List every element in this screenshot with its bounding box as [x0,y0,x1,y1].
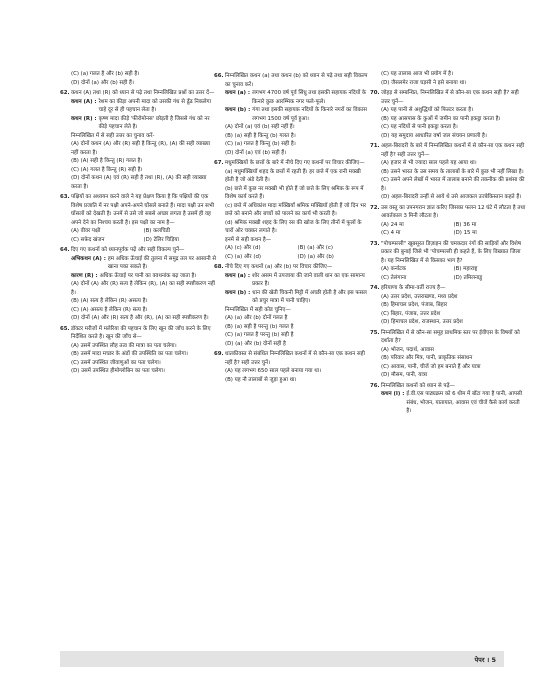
statement [60,115,216,132]
statement [60,272,216,281]
answer-option: (D) (a) और (b) [297,253,334,260]
question [370,240,526,266]
answer-option: (D) तमिलनाडु [453,274,483,281]
answer-option: (C) (A) गलत है किन्तु (R) सही है। [71,166,143,173]
answer-option: (D) दोनों कथन (A) एवं (R) सही है तथा (R), (A) की सही व्याख्या करता है। [71,175,207,190]
answer-option-pair [370,229,526,238]
question [370,142,526,159]
answer-option: (A) यह लगभग 650 साल पहले बनाया गया था। [225,368,322,374]
statement [60,98,216,115]
answer-option-pair [370,274,526,283]
answer-option: (B) (a) और (c) [297,245,333,251]
answer-option: (A) दोनों (a) एवं (b) सही नहीं हैं। [225,124,295,130]
statement-text: धान की खेती चिकनी मिट्टी में अच्छी होती है और इस फसल को प्रचुर मात्रा में पानी चाहिए। [252,289,367,304]
instruction-text: निम्नलिखित में सही कोड चुनिए— [225,306,291,313]
question [370,204,526,221]
answer-option: (D) टेलिर चिड़िया [143,236,179,243]
answer-option: (B) हिमाचल प्रदेश, पंजाब, बिहार [381,302,448,308]
question-text: निम्नलिखित कथन (a) तथा कथन (b) को ध्यान से पढ़े तथा सही विकल्प का चुनाव करें। [225,73,368,88]
statement [214,289,370,306]
statement-text: गंगा तथा इसकी सहायक नदियों के किनारे नगरों का विकास लगभग 1500 वर्ष पूर्व हुआ। [252,107,367,122]
question-number: 71. [370,143,380,149]
instruction-text: इनमें से सही कथन है— [225,236,272,243]
answer-option: (D) मौसम, पानी, यात्रा [381,372,428,378]
question [214,159,370,168]
answer-option: (A) (c) और (d) [225,245,261,251]
answer-option: (D) दोनों (a) एवं (b) सही हैं। [225,149,287,156]
page-number: पेपर । 5 [474,655,496,664]
question-number: 66. [214,73,224,79]
column-right [370,70,526,416]
answer-option: (B) कलचिडी [143,228,171,234]
question [370,329,526,346]
answer-option: (D) (a) और (b) दोनों सही है [225,340,286,347]
column-middle [214,70,370,384]
answer-option: (C) उसने अपने लेखों में भारत में तालाब बनाने की तकनीक की प्रशंसा की है। [381,177,525,192]
answer-option: (B) 36 मा [453,221,477,228]
question-number: 63. [60,194,70,200]
question-text: पक्षियों का अध्ययन करने वाले ने यह प्रेक्षण किया है कि पक्षियों की एक विशेष प्रजाति में नर पक्षी अपने-अपने घोंसले बनाते हैं। मादा पक्षी उन सभी घोंसलों को देखती है। उनमें से उसे जो सबसे अच्छा लगता है उसमें ही वह अपने देने का निश्चय करती है। इस पक्षी का नाम है— [71,194,215,226]
answer-option-pair [60,236,216,245]
answer-option-pair [214,253,370,262]
statement-text: ई.वी.एस पाठ्यक्रम को 6 थीम में बाँटा गया है पानी, आपसी संबंध, भोजन, यातायात, आवास एवं चीजें कैसे कार्य करती है। [406,391,522,414]
answer-option: (A) भोजन, पदार्थ, आवास [381,346,434,353]
answer-option: (D) अहल-बिरादरी उन्हीं से आये थे उसे आजकल उज्बेकिस्तान कहते हैं। [381,194,522,200]
question-text: निम्नलिखित कथनों को ध्यान से पढ़ें— [381,382,455,389]
statement-label: अभिकथन (A) : [71,255,106,262]
question [60,246,216,255]
answer-option-pair [214,244,370,253]
statement-label: कथन (a) : [225,272,251,279]
question-text: मधुमक्खियों के छत्तों के बारे में नीचे दिए गए कथनों पर विचार कीजिए— [225,160,365,166]
answer-option: (D) जैसलमेर राजा घड़सी ने इसे बनाया था। [381,79,467,86]
question-text: दिए गए कथनों को ध्यानपूर्वक पढ़ें और सही विकल्प चुनें— [71,247,185,253]
answer-option: (A) कर्नाटक [381,266,406,272]
question [214,263,370,272]
question-number: 69. [214,351,224,357]
answer-option: (A) 24 मा [381,221,404,228]
question [214,72,370,89]
answer-option: (C) तेलंगाना [381,274,407,281]
answer-option: (d) श्रमिक मक्खी शहद के लिए रस की खोज के लिए तीनों में फूलों के चारों ओर चक्कर लगाते है। [225,219,362,234]
answer-option: (D) 15 मा [453,230,477,236]
answer-option: (D) दोनों (a) और (b) सही हैं। [71,79,134,86]
answer-option: (A) वीवर पक्षी [71,228,101,234]
answer-option: (B) (A) सत्य है लेकिन (R) असत्य है। [71,298,148,304]
question-number: 74. [370,285,380,291]
question-text: उस वस्तु का उपनगरान ज्ञात करिए जिसका फलन 12 घंटे में लौटता है तथा आवर्तकाल 3 मिनी लौटता है। [381,204,526,219]
answer-option: (B) यह नौ तालाबों से जुड़ा हुआ था। [225,376,297,383]
page-footer [60,651,504,667]
statement-text: शोर असम में उपजाया की जाने वाली धान का एक सामान्य प्रकार है। [252,272,365,287]
question [60,325,216,342]
answer-option: (C) (a) गलत है और (b) सही है। [71,71,140,77]
statement-text: कृष्ण मादा कीड़े 'फीरोमोनस' छोड़ती है जिससे गंध को नर कीड़े पहचान लेते है। [98,115,210,130]
question [370,382,526,391]
instruction-text: निम्नलिखित में से सही उत्तर का चुनाव करें- [71,132,155,139]
answer-option: (c) छत्ते में अधिकांश मादा मक्खियाँ श्रमिक मक्खियाँ होती हैं जो दिन भर छत्ते को बनाने और बच्चों को पालने का कार्य भी करती है। [225,202,367,217]
question-number: 70. [370,90,380,96]
question-text: अहल-बिरादरी के बारे में निम्नलिखित कथनों में से कौन-सा एक कथन सही नहीं है? सही उत्तर चुनें— [381,143,525,158]
statement-label: कथन (a) : [225,90,251,96]
answer-option: (C) बिहार, पंजाब, उत्तर प्रदेश [381,310,441,317]
answer-option: (D) हिमाचल प्रदेश, राजस्थान, उत्तर प्रदेश [381,319,463,325]
answer-option: (C) (A) असत्य है लेकिन (R) सत्य है। [71,306,148,313]
question [60,89,216,98]
question-number: 72. [370,204,380,211]
question [214,350,370,367]
answer-option: (C) 4 मा [381,230,401,236]
answer-option: (B) (a) सही है परन्तु (b) गलत है [225,323,294,330]
statement-text: हम अधिक ऊँचाई की तुलना में समुद्र तल पर आसानी से खाना पका सकते है। [107,255,216,270]
answer-option: (D) दोनों (A) और (R) सत्य है और (R), (A) का सही स्पष्टीकरण है। [71,315,209,321]
question-number: 67. [214,160,224,166]
answer-option: (C) यह तालाब आज भी प्रयोग में है। [381,71,454,77]
answer-option: (C) (a) गलत है परन्तु (b) सही है [225,332,294,338]
answer-option: (B) उसमें मादा मच्छर के अंडों की उपस्थिति का पता चलेगा। [71,351,188,357]
answer-option: (C) (a) गलत है किन्तु (b) सही है। [225,141,296,147]
answer-option: (B) (a) सही है किन्तु (b) गलत है। [225,132,296,139]
answer-option: (A) दोनों कथन (A) और (R) सही है किन्तु (R), (A) की सही व्याख्या नहीं करता है। [71,141,211,156]
answer-option: (C) (a) और (d) [225,253,261,260]
answer-option: (A) उसमें उपस्थित लौह तत्व की मात्रा का पता चलेगा। [71,342,177,349]
question-number: 73. [370,240,380,247]
statement-label: कारण (R) : [71,272,98,279]
answer-option: (A) दोनों (A) और (R) सत्य है लेकिन (R), (A) का सही स्पष्टीकरण नहीं है। [71,281,215,296]
question-number: 68. [214,264,224,270]
statement-text: रेशम का कीड़ा अपनी मादा को उसकी गंध से ढूँढ निकलेगा चाहे दूर से ही पहचान लेता है। [98,98,211,113]
answer-option: (B) (A) सही है किन्तु (R) गलत है। [71,158,143,164]
statement [214,272,370,289]
question-text: कथन (A) तथा (R) को ध्यान से पढ़े तथा निम्नलिखित प्रश्नों का उत्तर दें— [71,90,215,96]
statement-text: अधिक ऊँचाई पर पानी का क्वथनांक बढ़ जाता है। [99,272,197,279]
answer-option: (C) उसमें उपस्थित जीवाणुओं का पता चलेगा। [71,359,161,366]
answer-option: (C) सफ़ेद खंजन [71,236,105,243]
answer-option: (B) उसने भारत के उस समय के तालाबों के बारे में कुछ भी नहीं लिखा है। [381,168,524,175]
question-text: "पोचम्पल्ली" खूबसूरत डिज़ाइन की चमकदार रंगों की साड़ियों और विशेष प्रकार की बुनाई जिसे भी 'पोचम्पल्ली ही कहते हैं, के लिए विख्यात जिला है। यह निम्नलिखित में से किसका भाग है? [381,240,521,264]
question-number: 76. [370,382,380,389]
question-number: 62. [60,90,70,96]
statement [60,255,216,272]
answer-option: (a) मधुमक्खियाँ शहद के छत्तों में रहती हैं। हर छत्ते में एक रानी मक्खी होती है जो अंडे देती है। [225,168,361,183]
answer-option: (A) (a) और (b) दोनों गलत है [225,315,288,321]
answer-option-pair [60,227,216,236]
question [60,193,216,227]
answer-option: (D) उसमें उपस्थित हीमोग्लोबिन का पता चलेगा। [71,368,165,374]
statement [214,89,370,106]
statement-label: कथन (A) : [71,98,97,105]
statement-label: कथन (b) : [225,107,251,113]
answer-option: (A) उत्तर प्रदेश, उत्तराखण्ड, मध्य प्रदेश [381,293,458,300]
statement-label: कथन (R) : [71,115,97,122]
answer-option: (b) छत्ते में कुछ नर मक्खी भी होते हैं जो छत्ते के लिए श्रमिक के रूप में विशेष कार्य करते हैं। [225,185,364,200]
statement-label: कथन (b) : [225,289,251,296]
question [370,284,526,293]
answer-option: (A) यह पानी से अशुद्धियों को फिल्टर करता है। [381,107,474,113]
answer-option: (C) यह नदियों से पानी इकट्ठा करता है। [381,124,458,130]
question-number: 75. [370,329,380,336]
answer-option: (A) हजार से भी ज्यादा साल पहले यह आया था। [381,160,477,166]
question-text: डॉक्टर मरीजों में मलेरिया की पहचान के लिए खून की जाँच करने के लिए निर्देशित करते है। खून की जाँच से— [71,325,211,340]
answer-option-pair [370,265,526,274]
answer-option: (D) यह समुदाय आधारित वर्षा जल संचयन प्रणाली है। [381,132,487,139]
statement [370,390,526,416]
question-number: 64. [60,247,70,253]
statement-text: लगभग 4700 वर्ष पूर्व सिंधु तथा इसकी सहायक नदियों के किनारे कुछ आरम्भिक नगर फले-फूले। [252,90,367,105]
answer-option: (B) यह आसपास के कुओं में जमीन का पानी इकट्ठा करता है। [381,115,501,122]
answer-option-pair [370,221,526,230]
answer-option: (B) महाराष्ट्र [453,266,478,272]
question-number: 65. [60,325,70,332]
question-text: जोहड़ से सम्बन्धित, निम्नलिखित में से कौन-सा एक कथन सही है? सही उत्तर चुनें— [381,90,519,105]
question [370,89,526,106]
question-text: निम्नलिखित में से कौन-सा समूह प्राथमिक स्तर पर ईवीएस के विषयों को दर्शाता है? [381,329,520,344]
question-text: नीचे दिए गए कथनों (a) और (b) पर विचार कीजिए— [225,264,333,270]
question-text: धातकीवस्त से संबंधित निम्नलिखित कथनों में से कौन-सा एक कथन सही नहीं है? सही उत्तर चुनें। [225,351,365,366]
question-text: हरियाणा के सीमा-वर्ती राज्य है— [381,285,446,291]
answer-option: (C) आवास, पानी, चीजें जो हम बनाते हैं और यात्रा [381,363,481,370]
statement [214,106,370,123]
column-left [60,70,216,376]
statement-label: कथन (I) : [381,391,405,397]
answer-option: (B) परिवार और मित्र, पानी, प्राकृतिक संसाधन [381,355,473,361]
